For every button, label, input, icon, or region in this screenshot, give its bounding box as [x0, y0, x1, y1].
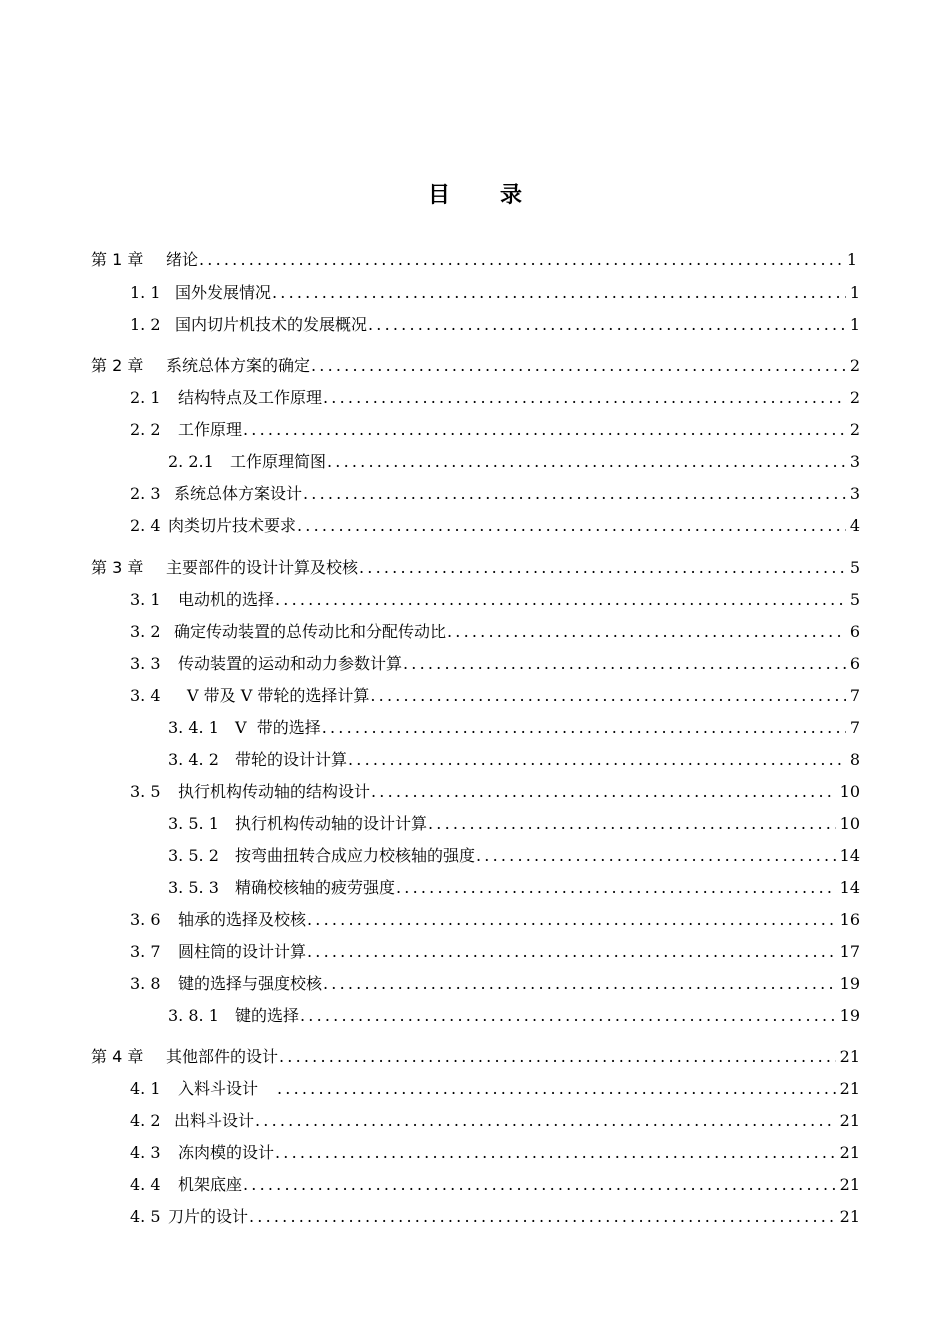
- toc-entry-subsection[interactable]: [168, 1004, 860, 1028]
- toc-entry-section[interactable]: [130, 1141, 860, 1165]
- toc-entry-number: 第 2 章: [91, 356, 144, 375]
- toc-entry-page: 1: [849, 283, 860, 302]
- toc-entry-number: 3. 5. 1: [168, 814, 219, 833]
- toc-title-char-1: 目: [427, 183, 450, 208]
- toc-entry-page: 7: [849, 718, 860, 737]
- toc-entry-label: 主要部件的设计计算及校核: [166, 558, 359, 577]
- toc-entry-label: V 带的选择: [235, 718, 321, 737]
- toc-entry-number: 3. 5: [130, 782, 161, 801]
- toc-entry-label: 国外发展情况: [175, 283, 272, 302]
- toc-entry-number: 2. 1: [130, 388, 161, 407]
- toc-entry-number: 4. 5: [130, 1207, 161, 1226]
- toc-entry-page: 21: [839, 1079, 860, 1098]
- toc-entry-page: 19: [839, 1006, 860, 1025]
- toc-entry-number: 3. 4. 2: [168, 750, 219, 769]
- toc-entry-section[interactable]: [130, 780, 860, 804]
- toc-entry-number: 2. 2.1: [168, 452, 214, 471]
- toc-entry-section[interactable]: [130, 1205, 860, 1229]
- toc-entry-page: 5: [849, 558, 860, 577]
- toc-leader-dots: [275, 588, 846, 612]
- toc-entry-subsection[interactable]: [168, 450, 860, 474]
- toc-entry-number: 3. 8. 1: [168, 1006, 219, 1025]
- toc-entry-section[interactable]: [130, 684, 860, 708]
- toc-entry-label: 入料斗设计: [178, 1079, 259, 1098]
- toc-leader-dots: [243, 1173, 836, 1197]
- toc-entry-page: 10: [839, 814, 860, 833]
- toc-entry-page: 17: [839, 942, 860, 961]
- toc-entry-subsection[interactable]: [168, 716, 860, 740]
- toc-entry-section[interactable]: [130, 281, 860, 305]
- toc-entry-page: 21: [839, 1207, 860, 1226]
- toc-entry-number: 3. 5. 3: [168, 878, 219, 897]
- toc-entry-page: 2: [849, 388, 860, 407]
- toc-entry-page: 14: [839, 878, 860, 897]
- toc-entry-label: 冻肉模的设计: [178, 1143, 275, 1162]
- toc-entry-label: 确定传动装置的总传动比和分配传动比: [174, 622, 447, 641]
- toc-entry-section[interactable]: [130, 514, 860, 538]
- toc-entry-number: 3. 1: [130, 590, 161, 609]
- toc-entry-number: 4. 3: [130, 1143, 161, 1162]
- toc-leader-dots: [327, 450, 846, 474]
- toc-leader-dots: [368, 313, 846, 337]
- toc-entry-section[interactable]: [130, 972, 860, 996]
- toc-entry-number: 第 1 章: [91, 250, 144, 269]
- toc-leader-dots: [297, 514, 846, 538]
- toc-entry-page: 6: [849, 622, 860, 641]
- toc-entry-page: 1: [849, 315, 860, 334]
- toc-entry-number: 3. 4: [130, 686, 161, 705]
- toc-entry-page: 16: [839, 910, 860, 929]
- toc-entry-number: 4. 2: [130, 1111, 161, 1130]
- toc-leader-dots: [255, 1109, 836, 1133]
- toc-leader-dots: [359, 556, 846, 580]
- toc-entry-label: 国内切片机技术的发展概况: [175, 315, 368, 334]
- toc-entry-section[interactable]: [130, 620, 860, 644]
- toc-entry-number: 第 4 章: [91, 1047, 144, 1066]
- toc-title-char-2: 录: [500, 183, 523, 208]
- toc-entry-section[interactable]: [130, 482, 860, 506]
- toc-entry-section[interactable]: [130, 418, 860, 442]
- toc-leader-dots: [277, 1077, 836, 1101]
- toc-entry-number: 3. 4. 1: [168, 718, 219, 737]
- toc-leader-dots: [307, 908, 836, 932]
- toc-entry-page: 21: [839, 1047, 860, 1066]
- toc-entry-label: 电动机的选择: [178, 590, 275, 609]
- toc-entry-number: 3. 5. 2: [168, 846, 219, 865]
- toc-entry-label: V 带及 V 带轮的选择计算: [187, 686, 370, 705]
- toc-entry-label: 执行机构传动轴的结构设计: [178, 782, 371, 801]
- toc-entry-section[interactable]: [130, 313, 860, 337]
- toc-entry-subsection[interactable]: [168, 748, 860, 772]
- toc-entry-chapter-1[interactable]: [91, 248, 857, 272]
- toc-entry-label: 结构特点及工作原理: [178, 388, 323, 407]
- toc-leader-dots: [403, 652, 846, 676]
- toc-entry-label: 系统总体方案设计: [174, 484, 303, 503]
- toc-leader-dots: [199, 248, 843, 272]
- toc-leader-dots: [323, 972, 836, 996]
- toc-entry-number: 1. 2: [130, 315, 161, 334]
- toc-entry-number: 2. 4: [130, 516, 161, 535]
- toc-entry-label: 执行机构传动轴的设计计算: [235, 814, 428, 833]
- toc-entry-section[interactable]: [130, 588, 860, 612]
- toc-leader-dots: [322, 716, 846, 740]
- toc-leader-dots: [348, 748, 846, 772]
- toc-entry-number: 第 3 章: [91, 558, 144, 577]
- toc-entry-page: 14: [839, 846, 860, 865]
- toc-entry-label: 传动装置的运动和动力参数计算: [178, 654, 403, 673]
- toc-leader-dots: [396, 876, 836, 900]
- toc-leader-dots: [300, 1004, 836, 1028]
- toc-entry-page: 1: [846, 250, 857, 269]
- toc-entry-label: 工作原理: [178, 420, 243, 439]
- toc-entry-subsection[interactable]: [168, 844, 860, 868]
- toc-entry-page: 19: [839, 974, 860, 993]
- toc-leader-dots: [311, 354, 846, 378]
- toc-entry-label: 圆柱筒的设计计算: [178, 942, 307, 961]
- toc-entry-page: 5: [849, 590, 860, 609]
- toc-entry-chapter-3[interactable]: [91, 556, 860, 580]
- toc-leader-dots: [428, 812, 836, 836]
- toc-entry-label: 键的选择与强度校核: [178, 974, 323, 993]
- toc-entry-subsection[interactable]: [168, 876, 860, 900]
- toc-entry-number: 2. 3: [130, 484, 161, 503]
- toc-entry-number: 3. 2: [130, 622, 161, 641]
- toc-entry-label: 绪论: [166, 250, 199, 269]
- toc-entry-number: 4. 1: [130, 1079, 161, 1098]
- toc-leader-dots: [371, 780, 836, 804]
- toc-entry-label: 刀片的设计: [168, 1207, 249, 1226]
- toc-entry-page: 21: [839, 1175, 860, 1194]
- toc-entry-page: 3: [849, 452, 860, 471]
- toc-entry-number: 3. 6: [130, 910, 161, 929]
- toc-entry-number: 3. 3: [130, 654, 161, 673]
- toc-entry-chapter-4[interactable]: [91, 1045, 860, 1069]
- toc-entry-page: 21: [839, 1143, 860, 1162]
- toc-leader-dots: [447, 620, 846, 644]
- toc-entry-page: 4: [849, 516, 860, 535]
- toc-entry-number: 3. 8: [130, 974, 161, 993]
- toc-entry-page: 7: [849, 686, 860, 705]
- toc-leader-dots: [476, 844, 836, 868]
- toc-entry-chapter-2[interactable]: [91, 354, 860, 378]
- toc-entry-label: 按弯曲扭转合成应力校核轴的强度: [235, 846, 476, 865]
- toc-leader-dots: [307, 940, 836, 964]
- toc-entry-label: 机架底座: [178, 1175, 243, 1194]
- toc-entry-page: 21: [839, 1111, 860, 1130]
- toc-entry-subsection[interactable]: [168, 812, 860, 836]
- toc-entry-label: 出料斗设计: [174, 1111, 255, 1130]
- toc-entry-label: 系统总体方案的确定: [166, 356, 311, 375]
- toc-title: [0, 178, 950, 209]
- toc-entry-section[interactable]: [130, 908, 860, 932]
- toc-entry-label: 工作原理简图: [230, 452, 327, 471]
- toc-entry-number: 4. 4: [130, 1175, 161, 1194]
- toc-entry-label: 键的选择: [235, 1006, 300, 1025]
- toc-entry-label: 带轮的设计计算: [235, 750, 348, 769]
- toc-leader-dots: [279, 1045, 836, 1069]
- toc-entry-label: 肉类切片技术要求: [168, 516, 297, 535]
- toc-entry-label: 其他部件的设计: [166, 1047, 279, 1066]
- toc-entry-section[interactable]: [130, 386, 860, 410]
- toc-leader-dots: [323, 386, 846, 410]
- toc-leader-dots: [249, 1205, 836, 1229]
- toc-entry-number: 3. 7: [130, 942, 161, 961]
- toc-entry-label: 精确校核轴的疲劳强度: [235, 878, 396, 897]
- toc-entry-page: 2: [849, 356, 860, 375]
- toc-entry-page: 6: [849, 654, 860, 673]
- toc-entry-number: 2. 2: [130, 420, 161, 439]
- toc-entry-section[interactable]: [130, 940, 860, 964]
- toc-leader-dots: [275, 1141, 836, 1165]
- toc-leader-dots: [370, 684, 845, 708]
- toc-entry-page: 10: [839, 782, 860, 801]
- toc-entry-page: 3: [849, 484, 860, 503]
- toc-entry-number: 1. 1: [130, 283, 161, 302]
- toc-entry-section[interactable]: [130, 1109, 860, 1133]
- toc-entry-section[interactable]: [130, 1077, 860, 1101]
- toc-entry-label: 轴承的选择及校核: [178, 910, 307, 929]
- toc-entry-page: 2: [849, 420, 860, 439]
- toc-leader-dots: [243, 418, 846, 442]
- toc-entry-page: 8: [849, 750, 860, 769]
- toc-leader-dots: [272, 281, 846, 305]
- toc-leader-dots: [303, 482, 846, 506]
- toc-entry-section[interactable]: [130, 652, 860, 676]
- toc-entry-section[interactable]: [130, 1173, 860, 1197]
